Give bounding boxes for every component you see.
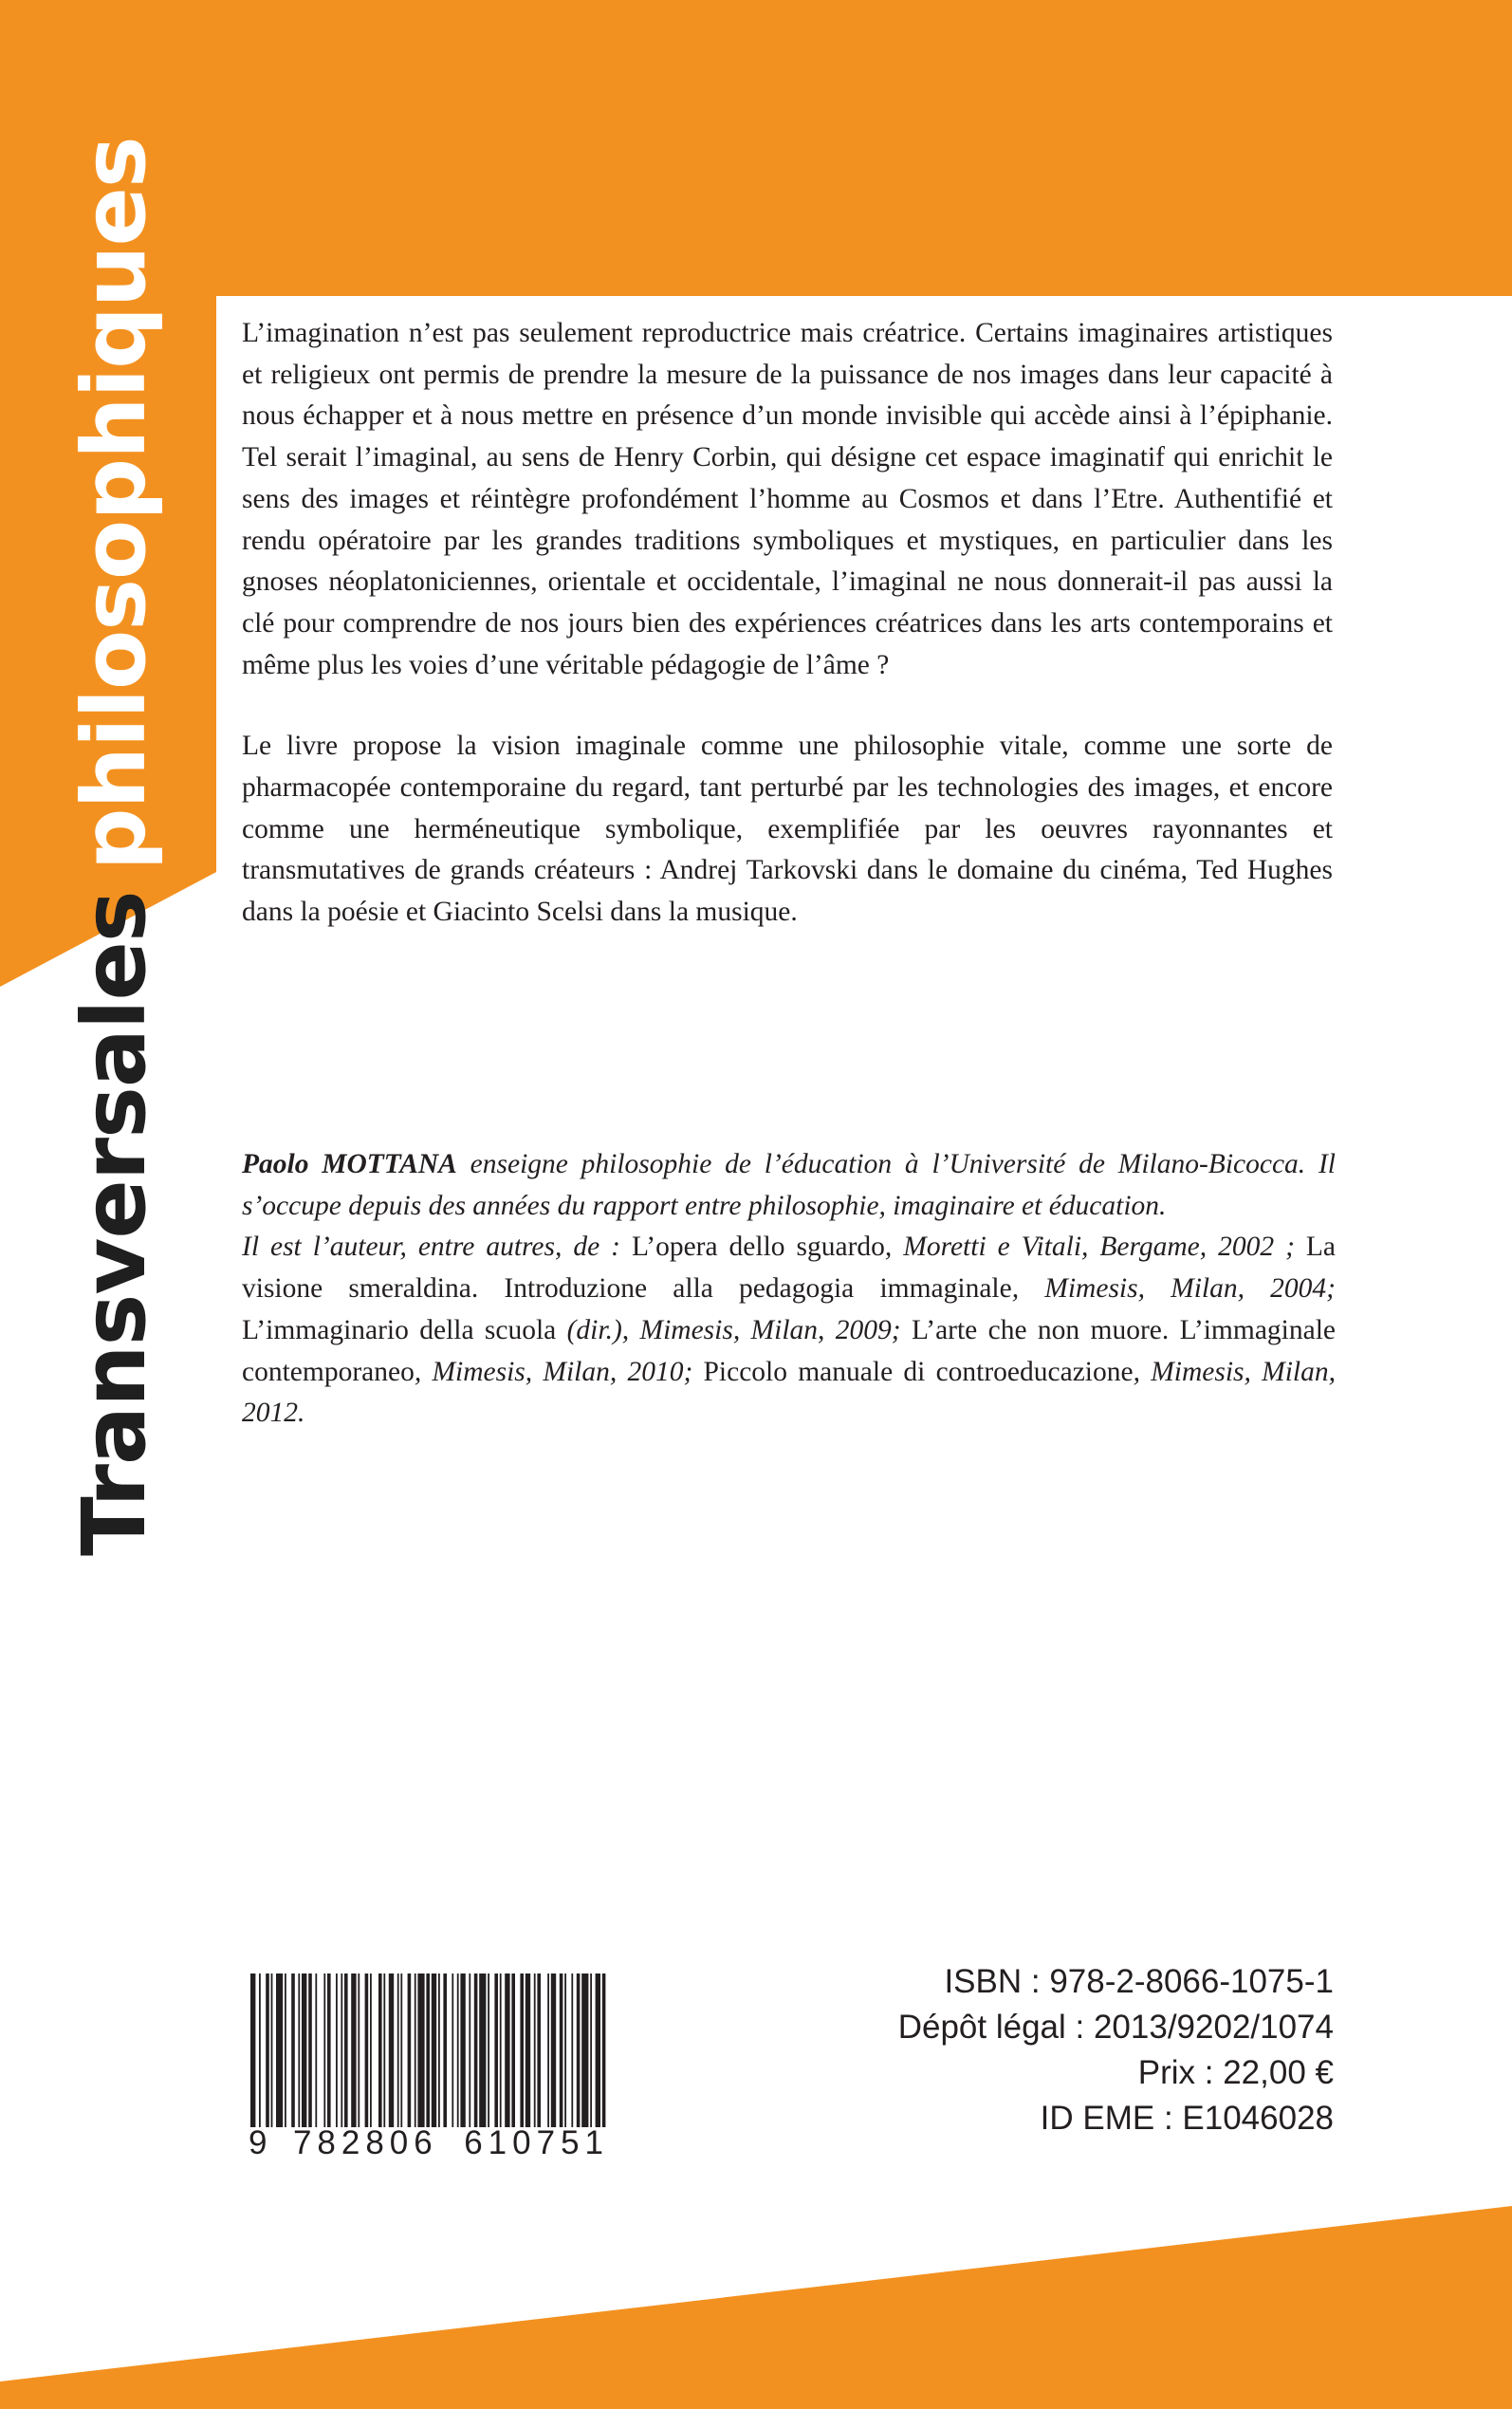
barcode-bar (426, 1974, 430, 2127)
barcode-bar (452, 1974, 453, 2127)
barcode-bar (259, 1974, 261, 2127)
barcode-bar (417, 1974, 424, 2127)
barcode-bar (526, 1974, 530, 2127)
bibliographic-info (898, 1959, 1334, 2141)
barcode-bar (534, 1974, 536, 2127)
barcode-bar (250, 1974, 255, 2127)
barcode-bar (520, 1974, 524, 2127)
barcode-bar (560, 1974, 563, 2127)
barcode-bar (460, 1974, 465, 2127)
author-works (242, 1227, 1336, 1435)
barcode-bar (494, 1974, 498, 2127)
barcode-bar (602, 1974, 606, 2127)
work-publisher: , Moretti e Vitali, Bergame, 2002 ; (884, 1232, 1306, 1263)
barcode-digits (249, 2125, 609, 2161)
barcode-digit-group: 782806 (292, 2124, 438, 2161)
id-eme-line: ID EME : E1046028 (1040, 2100, 1334, 2137)
author-name: Paolo MOTTANA (242, 1149, 457, 1179)
barcode-bar (415, 1974, 416, 2127)
summary-paragraph-2: Le livre propose la vision imaginale comme une philosophie vitale, comme une sorte de pharmacopée contemporaine du regard, tant perturbé par les technologies des images, et encore comme une herméneutique symbolique, exemplifiée par les oeuvres rayonnantes et transmutatives de grands créateurs : Andrej Tarkovski dans le domaine du cinéma, Ted Hughes dans la poésie et Giacinto Scelsi dans la musique. (242, 731, 1333, 928)
barcode-bar (469, 1974, 470, 2127)
author-bio-text: enseigne philosophie de l’éducation à l’Université de Milano-Bicocca. Il s’occupe depuis des années du rapport entre philosophie, imaginaire et éducation. (242, 1149, 1336, 1221)
work-publisher: , Mimesis, Milan, 2012. (242, 1356, 1336, 1429)
barcode-bar (323, 1974, 325, 2127)
barcode-bar (271, 1974, 273, 2127)
barcode-bar (266, 1974, 269, 2127)
barcode-bar (408, 1974, 412, 2127)
barcode-bar (564, 1974, 566, 2127)
barcode-bar (308, 1974, 312, 2127)
barcode-bar (370, 1974, 372, 2127)
barcode-bar (432, 1974, 436, 2127)
barcode-bar (537, 1974, 541, 2127)
work-title: L’immaginario della scuola (242, 1314, 557, 1345)
work-title: Piccolo manuale di controeducazione (703, 1356, 1134, 1387)
orange-bottom-stripe (0, 2206, 1512, 2409)
series-title (64, 137, 165, 1556)
barcode-bar (474, 1974, 478, 2127)
barcode-bar (341, 1974, 342, 2127)
barcode-bar (551, 1974, 556, 2127)
barcode-bar (327, 1974, 331, 2127)
work-publisher: , Mimesis, Milan, 2010; (414, 1356, 704, 1387)
work-publisher: , Mimesis, Milan, 2004; (1011, 1273, 1336, 1305)
barcode-bar (400, 1974, 402, 2127)
back-cover-summary (242, 313, 1333, 934)
barcode-bar (500, 1974, 502, 2127)
legal-deposit-line: Dépôt légal : 2013/9202/1074 (897, 2009, 1334, 2046)
barcode-bar (378, 1974, 382, 2127)
barcode-bar (479, 1974, 486, 2127)
barcode-bar (383, 1974, 385, 2127)
work-publisher: (dir.), Mimesis, Milan, 2009; (556, 1314, 912, 1345)
barcode-bar (596, 1974, 600, 2127)
barcode (249, 1974, 609, 2161)
work-title: L’opera dello sguardo (631, 1232, 885, 1263)
barcode-digit-group: 610751 (464, 2124, 609, 2161)
barcode-bar (438, 1974, 440, 2127)
barcode-bar (389, 1974, 394, 2127)
author-bio (242, 1144, 1336, 1435)
barcode-bar (397, 1974, 399, 2127)
barcode-bar (302, 1974, 306, 2127)
isbn-line: ISBN : 978-2-8066-1075-1 (944, 1963, 1334, 2000)
series-title-word1: Transversales (64, 891, 165, 1556)
barcode-bar (276, 1974, 283, 2127)
barcode-bar (315, 1974, 317, 2127)
barcode-bar (298, 1974, 300, 2127)
work-title: La visione smeraldina. Introduzione alla pedagogia immaginale (242, 1232, 1336, 1305)
barcode-bar (351, 1974, 356, 2127)
work-title: L’arte che non muore. L’immaginale contemporaneo (242, 1314, 1336, 1387)
barcode-bar (571, 1974, 573, 2127)
barcode-bar (590, 1974, 592, 2127)
series-title-word2: philosophiques (64, 137, 165, 871)
barcode-bar (336, 1974, 338, 2127)
barcode-bar (577, 1974, 581, 2127)
barcode-bar (358, 1974, 360, 2127)
barcode-bar (457, 1974, 459, 2127)
barcode-bar (443, 1974, 447, 2127)
barcode-digit-group: 9 (249, 2124, 267, 2161)
barcode-bar (285, 1974, 286, 2127)
works-intro: Il est l’auteur, entre autres, de : (242, 1232, 632, 1263)
price-line: Prix : 22,00 € (1137, 2054, 1334, 2091)
barcode-bar (344, 1974, 348, 2127)
barcode-bar (547, 1974, 549, 2127)
barcode-bar (511, 1974, 515, 2127)
barcode-bar (291, 1974, 295, 2127)
barcode-bar (365, 1974, 369, 2127)
barcode-bar (581, 1974, 588, 2127)
summary-paragraph-1: L’imagination n’est pas seulement reproductrice mais créatrice. Certains imaginaires artistiques et religieux ont permis de prendre la mesure de la puissance de nos images dans leur capacité à nous échapper et à nous mettre en présence d’un monde invisible qui accède ainsi à l’épiphanie. Tel serait l’imaginal, au sens de Henry Corbin, qui désigne cet espace imaginatif qui enrichit le sens des images et réintègre profondément l’homme au Cosmos et dans l’Etre. Authentifié et rendu opératoire par les grandes traditions symboliques et mystiques, en particulier dans les gnoses néoplatoniciennes, orientale et occidentale, l’imaginal ne nous donnerait-il pas aussi la clé pour comprendre de nos jours bien des expériences créatrices dans les arts contemporains et même plus les voies d’une véritable pédagogie de l’âme ? (242, 318, 1333, 680)
barcode-bar (488, 1974, 489, 2127)
barcode-bar (505, 1974, 509, 2127)
barcode-bars (249, 1974, 609, 2127)
